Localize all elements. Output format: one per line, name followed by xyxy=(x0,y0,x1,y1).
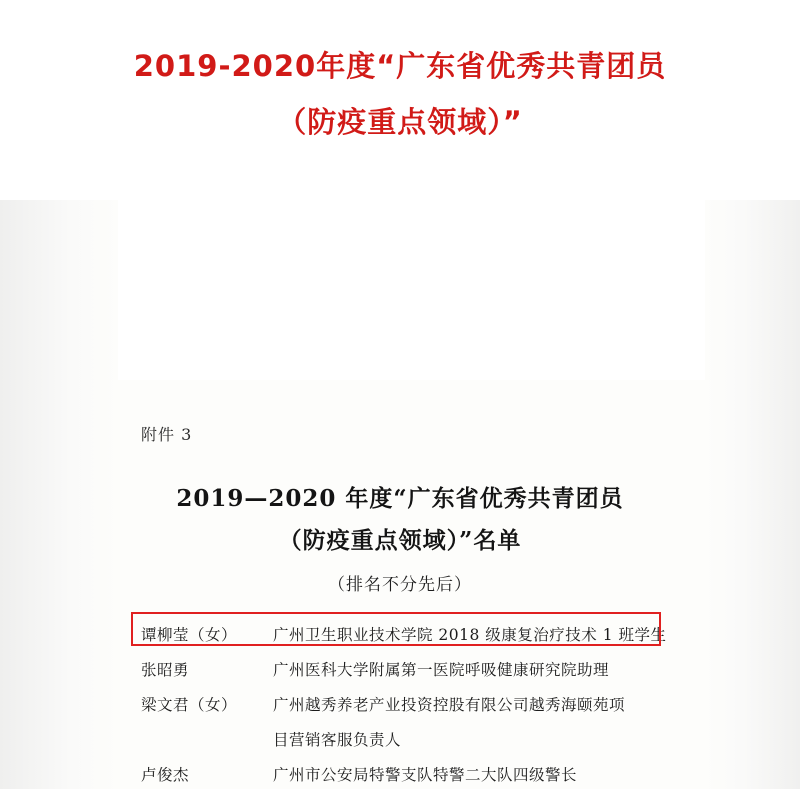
scanned-document xyxy=(0,380,800,789)
entry-description xyxy=(273,688,673,758)
list-item xyxy=(0,653,800,688)
entry-description xyxy=(273,618,673,653)
list-item xyxy=(0,618,800,653)
entry-description-text: 广州医科大学附属第一医院呼吸健康研究院助理 xyxy=(273,661,610,679)
document-title-line2: （防疫重点领域）”名单 xyxy=(278,527,522,554)
list-item xyxy=(0,688,800,758)
entry-name: 谭柳莹（女） xyxy=(141,626,238,644)
banner-headline xyxy=(0,38,800,150)
entry-name: 张昭勇 xyxy=(141,661,190,679)
attachment-label: 附件 3 xyxy=(141,425,193,444)
entry-description xyxy=(273,653,673,688)
entry-name: 梁文君（女） xyxy=(141,696,238,714)
banner-headline-line2: （防疫重点领域）” xyxy=(277,105,523,139)
entry-description-text: 广州卫生职业技术学院 2018 级康复治疗技术 1 班学生 xyxy=(273,626,667,644)
entry-description-continued: 目营销客服负责人 xyxy=(273,731,402,749)
list-item xyxy=(0,758,800,793)
entry-description-text: 广州市公安局特警支队特警二大队四级警长 xyxy=(273,766,578,784)
entry-description xyxy=(273,758,673,793)
document-title-line1: 2019—2020 年度“广东省优秀共青团员 xyxy=(176,485,624,512)
entry-description-text: 广州越秀养老产业投资控股有限公司越秀海颐苑项 xyxy=(273,696,626,714)
entry-name: 卢俊杰 xyxy=(141,766,190,784)
document-subtitle: （排名不分先后） xyxy=(328,575,472,595)
name-list xyxy=(0,618,800,793)
banner-headline-line1: 2019-2020年度“广东省优秀共青团员 xyxy=(133,49,667,83)
document-title xyxy=(120,478,680,562)
